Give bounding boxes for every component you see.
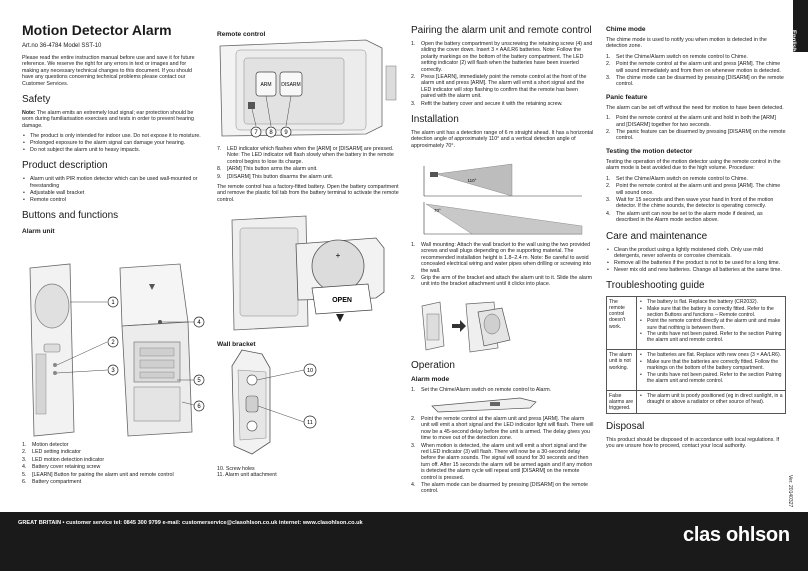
operation-section-b — [411, 416, 594, 499]
testing-text: Testing the operation of the motion detector using the remote control in the alarm mode is best avoided due to the high volume. Procedure: — [606, 158, 781, 172]
list-item: 1. Set the Chime/Alarm switch on remote control to Alarm. — [411, 387, 552, 393]
product-list — [22, 176, 202, 203]
pir-lens — [35, 284, 69, 328]
installation-steps — [411, 242, 594, 292]
troubleshooting-table — [606, 296, 786, 414]
operation-list-b — [411, 416, 594, 495]
pairing-list — [411, 41, 594, 107]
operation-section — [411, 360, 594, 397]
coin-battery — [312, 240, 364, 292]
panic-heading: Panic feature — [606, 93, 648, 101]
bracket-legend — [217, 466, 387, 479]
list-item: 3. Wait for 15 seconds and then wave your hand in front of the motion detector. If the chime sounds, the detector is operating correctly. — [606, 196, 774, 210]
version-label: Ver. 20140327 — [787, 475, 793, 508]
list-item: 2. Point the remote control at the alarm unit and press [ARM]. The chime will sound immediately and from then on whenever motion is detected. — [606, 61, 781, 74]
arrow-right-icon — [452, 320, 466, 332]
led-setting — [53, 363, 57, 367]
list-item: • Prolonged exposure to the alarm signal can damage your hearing. — [22, 140, 202, 146]
svg-text:10: 10 — [306, 368, 314, 374]
list-item: 5. [LEARN] Button for pairing the alarm unit and remote control — [22, 471, 174, 478]
list-item: • Never mix old and new batteries. Change all batteries at the same time. — [606, 267, 786, 273]
list-item: 6. Battery compartment — [22, 479, 82, 486]
remote-control-illustration — [216, 36, 402, 144]
chime-text: The chime mode is used to notify you when motion is detected in the detection zone. — [606, 37, 767, 50]
remote-switch-illustration — [430, 396, 540, 414]
installation-heading: Installation — [411, 114, 459, 126]
table-cell-fixes: • The battery is flat. Replace the battery (CR2032). • Make sure that the battery is correctly fitted. Refer to the section Buttons and functions – Remote control. • Point the remote control directly at the alarm unit and make sure that nothing is between them. • The units have not been paired. Refer to the section Pairing the alarm unit and remote control. — [637, 297, 786, 350]
table-cell-problem: The remote control doesn’t work. — [607, 297, 637, 350]
list-item: 11. Alarm unit attachment — [217, 472, 277, 479]
list-item: 10. Screw holes — [217, 466, 255, 472]
arrow-down-icon — [336, 314, 344, 322]
list-item: 1. Open the battery compartment by unscrewing the retaining screw (4) and sliding the cover down. Insert 3 × AA/LR6 batteries. Note: Follow the polarity markings on the bottom of the battery compartment. The LED setting indicator (2) will flash when the batteries have been inserted correctly. — [411, 41, 593, 73]
alarm-unit-legend — [22, 442, 212, 486]
alarm-unit-illustration — [22, 262, 212, 442]
list-item: 2. LED setting indicator — [22, 449, 81, 456]
testing-heading: Testing the motion detector — [606, 147, 693, 155]
table-row — [607, 350, 786, 390]
svg-text:4: 4 — [197, 320, 201, 326]
unit-attachment — [246, 396, 258, 412]
table-row — [607, 390, 786, 413]
svg-text:11: 11 — [307, 420, 313, 426]
list-item: 1. Set the Chime/Alarm switch on remote control to Chime. — [606, 53, 748, 60]
svg-text:OPEN: OPEN — [332, 297, 352, 304]
remote-battery-illustration — [226, 214, 396, 332]
bracket-heading: Wall bracket — [217, 341, 256, 348]
alarm-unit-back — [120, 264, 192, 436]
svg-text:3: 3 — [111, 368, 115, 374]
chime-heading: Chime mode — [606, 26, 646, 33]
screw-hole — [247, 421, 257, 431]
list-item: 2. Point the remote control at the alarm unit and press [ARM]. The chime will sound once. — [606, 183, 781, 196]
list-item: 1. Wall mounting: Attach the wall bracket to the wall using the two provided screws and wall plugs depending on the supporting material. The recommended installation height is 1.8–2.4 m. Note: Be careful to avoid concealed electrical wiring and water pipes when drilling or screwing into the wall. — [411, 242, 592, 274]
svg-text:6: 6 — [197, 404, 201, 410]
list-item: 3. When motion is detected, the alarm unit will emit a short signal and the red LED indicator (3) will flash. There will now be a 30-second delay before the alarm sounds. The signal will sound for 30 seconds and then turn off. After 15 seconds the alarm will be armed again and if any motion is detected the alarm cycle will repeat until [DISARM] on the remote control is pressed. — [411, 442, 593, 481]
testing-list — [606, 176, 786, 224]
brand-logo: clas ohlson — [683, 524, 790, 546]
safety-note: Note: The alarm emits an extremely loud signal; ear protection should be worn during familiarisation exercises and tests in order to prevent hearing damage. — [22, 110, 194, 129]
list-item: 2. The panic feature can be disarmed by pressing [DISARM] on the remote control. — [606, 129, 786, 142]
svg-text:DISARM: DISARM — [281, 82, 301, 88]
list-item: 1. Point the remote control at the alarm unit and hold in both the [ARM] and [DISARM] together for two seconds. — [606, 115, 776, 128]
list-item: 4. The alarm mode can be disarmed by pressing [DISARM] on the remote control. — [411, 482, 588, 495]
safety-list — [22, 133, 202, 153]
list-item: 4. Battery cover retaining screw — [22, 464, 101, 471]
list-item: • Do not subject the alarm unit to heavy impacts. — [22, 147, 202, 153]
vertical-detection-zone — [426, 204, 582, 234]
footer-bar — [0, 512, 808, 571]
list-item: • Adjustable wall bracket — [22, 190, 202, 196]
list-item: 1. Motion detector — [22, 442, 69, 448]
table-cell-fixes: • The alarm unit is poorly positioned (eg in direct sunlight, in a draught or above a radiator or other source of heat). — [637, 390, 786, 413]
svg-text:9: 9 — [284, 130, 288, 136]
chime-list — [606, 54, 786, 88]
list-item: 8. [ARM] This button arms the alarm unit. — [217, 166, 318, 173]
care-heading: Care and maintenance — [606, 230, 708, 242]
article-number: Art.no 36-4784 Model SST-10 — [22, 43, 102, 49]
mounting-illustration — [418, 300, 538, 356]
alarm-mode-subheading: Alarm mode — [411, 376, 450, 383]
remote-heading: Remote control — [217, 31, 266, 38]
column-3 — [411, 25, 594, 153]
list-item: 1. Set the Chime/Alarm switch on remote control to Chime. — [606, 175, 748, 182]
svg-text:2: 2 — [111, 340, 115, 346]
svg-text:70°: 70° — [434, 208, 441, 213]
list-item: 3. Refit the battery cover and secure it with the retaining screw. — [411, 100, 563, 107]
svg-text:8: 8 — [269, 130, 273, 136]
screw-hole — [247, 375, 257, 385]
list-item: 3. LED motion detection indicator — [22, 456, 105, 463]
list-item: 2. Press [LEARN], immediately point the remote control at the front of the alarm unit and press [ARM]. The alarm will emit a short signal and the LED indicator will stop flashing to confirm that the remote has been paired with the alarm unit. — [411, 74, 587, 100]
installation-text: The alarm unit has a detection range of 6 m straight ahead. It has a horizontal detection angle of approximately 110° and a vertical detection angle of approximately 70°. — [411, 130, 594, 149]
list-item: 3. The chime mode can be disarmed by pressing [DISARM] on the remote control. — [606, 75, 784, 88]
disposal-text: This product should be disposed of in accordance with local regulations. If you are unsure how to proceed, contact your local authority. — [606, 437, 780, 450]
product-heading: Product description — [22, 160, 108, 172]
safety-heading: Safety — [22, 94, 51, 106]
panic-text: The alarm can be set off without the need for motion to have been detected. — [606, 104, 784, 111]
remote-factory-text: The remote control has a factory-fitted battery. Open the battery compartment and remove the plastic foil tab from the battery terminal to activate the remote control. — [217, 184, 399, 203]
svg-text:110°: 110° — [467, 178, 477, 183]
panic-list — [606, 115, 786, 142]
retaining-screw — [158, 320, 162, 324]
installation-list — [411, 242, 594, 288]
list-item: 4. The alarm unit can now be set to the alarm mode if desired, as described in the Alarm mode section above. — [606, 210, 763, 224]
remote-legend — [217, 146, 399, 180]
alarm-unit-front — [30, 264, 74, 436]
page-title: Motion Detector Alarm — [22, 22, 172, 38]
list-item: 7. LED indicator which flashes when the [ARM] or [DISARM] are pressed. Note: The LED indicator will flash slowly when the battery in the remote control begins to lose its charge. — [217, 146, 394, 165]
list-item: • Alarm unit with PIR motion detector which can be used wall-mounted or freestanding — [22, 176, 202, 189]
footer-contact: GREAT BRITAIN • customer service tel: 0845 300 9799 e-mail: customerservice@clasohlson.co.uk internet: www.clasohlson.co.uk — [18, 520, 363, 526]
led-motion — [53, 371, 57, 375]
remote-led — [248, 102, 255, 109]
wall-bracket-illustration — [222, 346, 332, 458]
alarm-unit-subheading: Alarm unit — [22, 228, 55, 236]
list-item: 9. [DISARM] This button disarms the alarm unit. — [217, 173, 334, 180]
svg-text:1: 1 — [111, 300, 115, 306]
table-cell-problem: The alarm unit is not working. — [607, 350, 637, 390]
svg-text:5: 5 — [197, 378, 201, 384]
svg-text:+: + — [335, 251, 341, 260]
column-4 — [606, 26, 786, 454]
operation-list-a — [411, 387, 594, 393]
pairing-heading: Pairing the alarm unit and remote control — [411, 25, 592, 36]
remote-text — [217, 146, 399, 207]
care-list — [606, 247, 786, 274]
list-item: • Clean the product using a lightly moistened cloth. Only use mild detergents, never solvents or corrosive chemicals. — [606, 247, 786, 260]
intro-text: Please read the entire instruction manual before use and save it for future reference. We reserve the right for any errors in text or images and for making any necessary technical changes to this document. If you should have any questions concerning technical problems please contact our Customer Services. — [22, 55, 195, 87]
list-item: • The product is only intended for indoor use. Do not expose it to moisture. — [22, 133, 202, 139]
buttons-heading: Buttons and functions — [22, 210, 119, 222]
troubleshooting-heading: Troubleshooting guide — [606, 280, 705, 292]
list-item: 2. Grip the arm of the bracket and attach the alarm unit to it. Slide the alarm unit into the bracket attachment until it clicks into place. — [411, 275, 593, 288]
language-tab: English — [793, 0, 808, 52]
table-cell-problem: False alarms are triggered. — [607, 390, 637, 413]
list-item: • Remove all the batteries if the product is not to be used for a long time. — [606, 260, 786, 266]
list-item: 2. Point the remote control at the alarm unit and press [ARM]. The alarm unit will emit a short signal and the LED indicator light will flash. There will now be a 45-second delay before the unit is armed. The delay gives you time to move out of the detection zone. — [411, 416, 594, 442]
disposal-heading: Disposal — [606, 421, 645, 433]
detection-range-diagram — [412, 162, 592, 238]
svg-text:7: 7 — [254, 130, 258, 136]
operation-heading: Operation — [411, 360, 455, 371]
list-item: • Remote control — [22, 197, 202, 203]
column-1 — [22, 22, 202, 239]
table-row — [607, 297, 786, 350]
chime-alarm-switch[interactable] — [490, 402, 500, 406]
svg-text:ARM: ARM — [260, 82, 272, 88]
table-cell-fixes: • The batteries are flat. Replace with new ones (3 × AA/LR6). • Make sure that the batteries are correctly fitted. Follow the markings on the bottom of the battery compartment. • The units have not been paired. Refer to the section Pairing the alarm unit and remote control. — [637, 350, 786, 390]
